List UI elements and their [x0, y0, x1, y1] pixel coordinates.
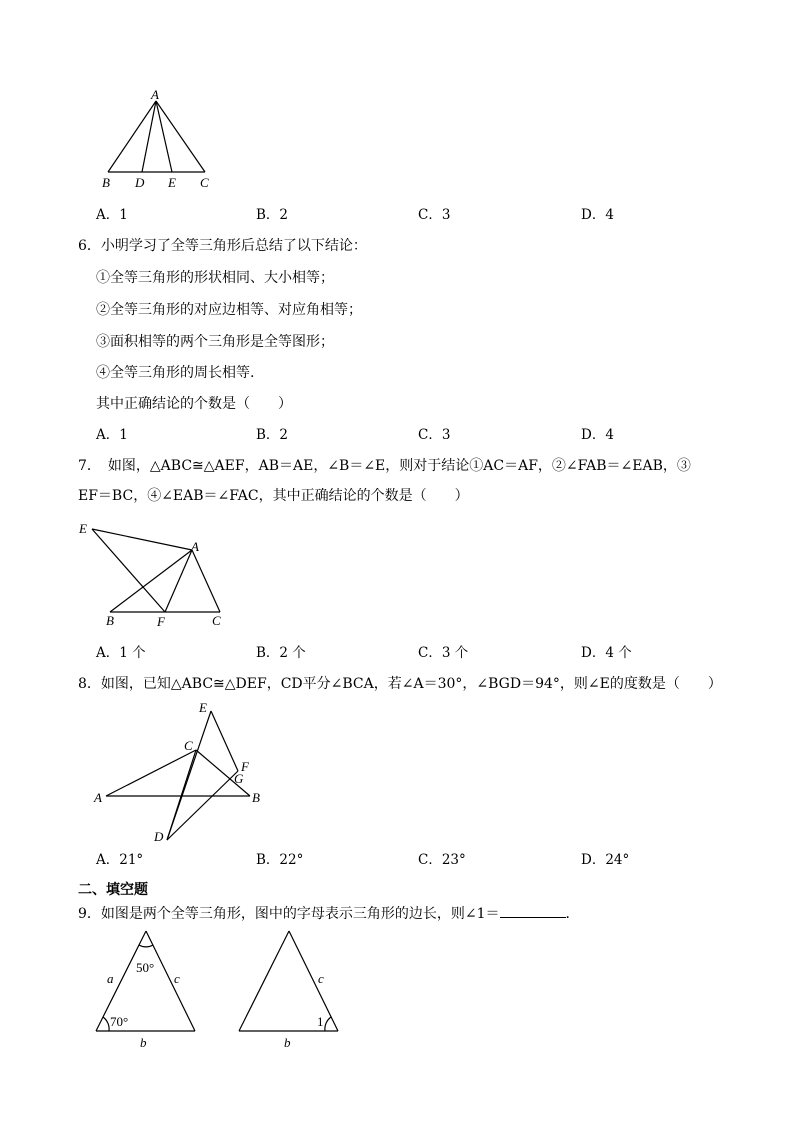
- q9-answer-blank[interactable]: [500, 905, 566, 918]
- q8-label-d: D: [154, 829, 164, 844]
- q7-side-ac: [192, 550, 220, 612]
- q9-left-side-c: [146, 931, 195, 1031]
- q7-option-c[interactable]: C．3 个: [418, 645, 469, 661]
- q9-right-angle1-arc: [325, 1017, 331, 1031]
- q5-label-e: E: [168, 175, 176, 190]
- q9-label-c-right: c: [318, 971, 324, 986]
- q5-label-d: D: [135, 175, 145, 190]
- q5-label-c: C: [200, 175, 209, 190]
- q8-figure: [0, 695, 794, 845]
- q7-stem-line1: 7． 如图，△ABC≅△AEF，AB＝AE，∠B＝∠E，则对于结论①AC＝AF，②∠FAB＝∠EAB，③: [78, 458, 691, 474]
- q5-option-b[interactable]: B．2: [256, 207, 289, 223]
- q7-label-f: F: [157, 614, 165, 629]
- q5-option-a[interactable]: A．1: [96, 207, 128, 223]
- q9-label-b-right: b: [284, 1035, 291, 1050]
- section-title-fill-in: 二、填空题: [78, 882, 148, 898]
- q9-left-top-angle-arc: [139, 945, 153, 947]
- q6-option-c[interactable]: C．3: [418, 427, 451, 443]
- q5-label-b: B: [102, 175, 110, 190]
- q9-stem: [78, 905, 580, 922]
- q9-angle-1: 1: [317, 1014, 324, 1029]
- q8-option-b[interactable]: B．22°: [256, 852, 304, 868]
- q9-label-b-left: b: [140, 1035, 147, 1050]
- q7-option-b[interactable]: B．2 个: [256, 645, 306, 661]
- q7-side-ab: [110, 550, 192, 612]
- q6-option-d[interactable]: D．4: [581, 427, 614, 443]
- q9-label-c-left: c: [174, 971, 180, 986]
- q9-stem-text: 9．如图是两个全等三角形，图中的字母表示三角形的边长，则∠1＝: [78, 906, 500, 922]
- q9-angle-50: 50°: [136, 960, 155, 975]
- q7-label-e: E: [79, 521, 87, 536]
- q8-label-a: A: [94, 790, 102, 805]
- q8-option-a[interactable]: A．21°: [96, 852, 144, 868]
- q7-figure: [0, 510, 794, 650]
- q9-figure: [0, 925, 794, 1055]
- q6-item-3: ③面积相等的两个三角形是全等图形；: [96, 334, 334, 350]
- q8-side-ac: [106, 750, 196, 796]
- q5-figure: [0, 0, 794, 200]
- q9-label-a: a: [107, 971, 114, 986]
- q7-option-a[interactable]: A．1 个: [96, 645, 146, 661]
- q5-side-ac: [156, 101, 205, 172]
- q8-label-c: C: [184, 738, 193, 753]
- q6-ask: 其中正确结论的个数是（ ）: [96, 396, 292, 412]
- q8-label-g: G: [234, 771, 244, 786]
- q7-label-b: B: [106, 613, 114, 628]
- q8-label-e: E: [199, 700, 207, 715]
- q9-right-side-c: [289, 931, 338, 1031]
- q6-option-a[interactable]: A．1: [96, 427, 128, 443]
- q9-right-side-left: [239, 931, 289, 1031]
- q7-side-af: [165, 550, 192, 612]
- q8-label-f: F: [241, 759, 249, 774]
- q6-option-b[interactable]: B．2: [256, 427, 289, 443]
- q5-option-c[interactable]: C．3: [418, 207, 451, 223]
- q6-item-4: ④全等三角形的周长相等.: [96, 365, 255, 381]
- q7-label-a: A: [191, 539, 199, 554]
- q8-side-ef: [211, 711, 238, 771]
- q5-option-d[interactable]: D．4: [581, 207, 614, 223]
- q6-item-1: ①全等三角形的形状相同、大小相等；: [96, 270, 334, 286]
- q8-option-c[interactable]: C．23°: [418, 852, 466, 868]
- q9-angle-70: 70°: [110, 1014, 129, 1029]
- q8-stem: 8．如图，已知△ABC≅△DEF，CD平分∠BCA，若∠A＝30°，∠BGD＝94°，则∠E的度数是（ ）: [78, 676, 722, 692]
- q8-label-b: B: [252, 790, 260, 805]
- q7-stem-line2: EF＝BC，④∠EAB＝∠FAC，其中正确结论的个数是（ ）: [78, 488, 469, 504]
- q5-label-a: A: [151, 87, 159, 102]
- q6-item-2: ②全等三角形的对应边相等、对应角相等；: [96, 302, 362, 318]
- q7-label-c: C: [212, 613, 221, 628]
- q7-option-d[interactable]: D．4 个: [581, 645, 632, 661]
- q6-stem: 6．小明学习了全等三角形后总结了以下结论：: [78, 238, 367, 254]
- q9-stem-end: ．: [565, 906, 580, 922]
- q9-left-bottom-angle-arc: [103, 1017, 109, 1031]
- q8-option-d[interactable]: D．24°: [581, 852, 630, 868]
